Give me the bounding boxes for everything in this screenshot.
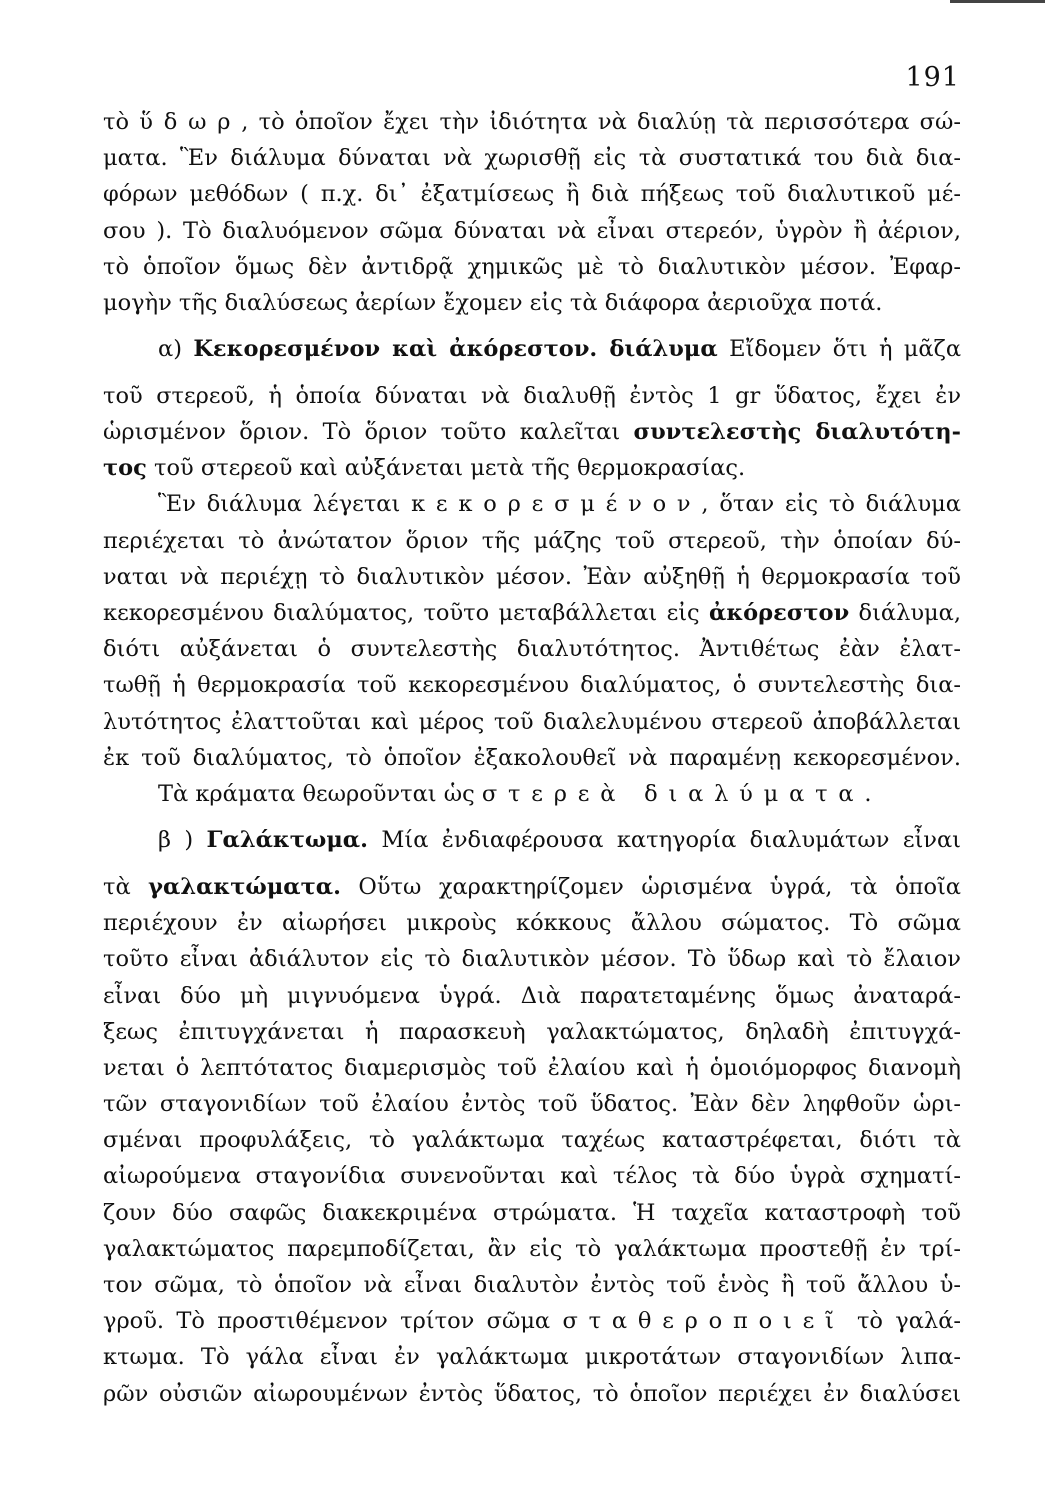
spaced-emphasis: κεκορεσμένον: [411, 491, 702, 518]
text-run: τωθῇ ἡ θερμοκρασία τοῦ κεκορεσμένου διαλύματος, ὁ συντελεστὴς δια-: [103, 672, 961, 699]
text-line: [103, 1086, 961, 1122]
text-line: [103, 249, 961, 285]
bold-term: Κεκορεσμένον καὶ ἀκόρεστον. διάλυμα: [193, 336, 718, 363]
text-line: [103, 378, 961, 414]
text-run: κτωμα. Τὸ γάλα εἶναι ἐν γαλάκτωμα μικροτάτων σταγονιδίων λιπα-: [103, 1344, 961, 1371]
text-run: τον σῶμα, τὸ ὁποῖον νὰ εἶναι διαλυτὸν ἐντὸς τοῦ ἑνὸς ἢ τοῦ ἄλλου ὑ-: [103, 1272, 961, 1299]
text-run: ματα. Ἓν διάλυμα δύναται νὰ χωρισθῇ εἰς τὰ συστατικά του διὰ δια-: [103, 145, 961, 172]
text-run: α): [158, 336, 194, 363]
text-line: [103, 523, 961, 559]
text-run: γροῦ. Τὸ προστιθέμενον τρίτον σῶμα: [103, 1308, 563, 1335]
text-line: [103, 321, 961, 378]
text-run: σμέναι προφυλάξεις, τὸ γαλάκτωμα ταχέως καταστρέφεται, διότι τὰ: [103, 1127, 961, 1154]
text-run: .: [864, 780, 872, 807]
text-run: Τὰ κράματα θεωροῦνται ὡς: [158, 780, 482, 807]
bold-term: ἀκόρεστον: [709, 600, 850, 627]
text-line: [103, 1158, 961, 1194]
text-run: β ): [158, 827, 207, 854]
text-line: [103, 1339, 961, 1375]
text-run: Ἓν διάλυμα λέγεται: [158, 491, 412, 518]
text-line: [103, 667, 961, 703]
text-run: τῶν σταγονιδίων τοῦ ἐλαίου ἐντὸς τοῦ ὕδατος. Ἐὰν δὲν ληφθοῦν ὡρι-: [103, 1091, 961, 1118]
text-run: διότι αὐξάνεται ὁ συντελεστὴς διαλυτότητος. Ἀντιθέτως ἐὰν ἐλατ-: [103, 636, 961, 663]
text-run: σου ). Τὸ διαλυόμενον σῶμα δύναται νὰ εἶναι στερεόν, ὑγρὸν ἢ ἀέριον,: [103, 217, 961, 244]
text-line: [103, 812, 961, 869]
text-run: Μία ἐνδιαφέρουσα κατηγορία διαλυμάτων εἶναι: [367, 827, 961, 854]
text-line: [103, 213, 961, 249]
text-run: ἐκ τοῦ διαλύματος, τὸ ὁποῖον ἐξακολουθεῖ νὰ παραμένῃ κεκορεσμένον.: [103, 744, 961, 771]
bold-term: Γαλάκτωμα.: [206, 827, 368, 854]
text-run: τοῦτο εἶναι ἀδιάλυτον εἰς τὸ διαλυτικὸν μέσον. Τὸ ὕδωρ καὶ τὸ ἔλαιον: [103, 946, 961, 973]
text-run: τὸ γαλά-: [844, 1308, 961, 1335]
text-run: μογὴν τῆς διαλύσεως ἀερίων ἔχομεν εἰς τὰ διάφορα ἀεριοῦχα ποτά.: [103, 289, 883, 316]
text-line: [103, 869, 961, 905]
text-run: ναται νὰ περιέχῃ τὸ διαλυτικὸν μέσον. Ἐὰν αὐξηθῇ ἡ θερμοκρασία τοῦ: [103, 563, 961, 590]
text-line: [103, 1014, 961, 1050]
text-run: , τὸ ὁποῖον ἔχει τὴν ἰδιότητα νὰ διαλύῃ τὰ περισσότερα σώ-: [241, 109, 961, 135]
text-line: [103, 486, 961, 522]
text-line: [103, 140, 961, 176]
text-run: γαλακτώματος παρεμποδίζεται, ἂν εἰς τὸ γαλάκτωμα προστεθῇ ἐν τρί-: [103, 1235, 961, 1262]
text-line: [103, 1195, 961, 1231]
text-line: [103, 176, 961, 212]
text-line: [103, 559, 961, 595]
body-text: [103, 104, 961, 1412]
text-line: [103, 285, 961, 321]
text-run: εἶναι δύο μὴ μιγνυόμενα ὑγρά. Διὰ παρατεταμένης ὅμως ἀναταρά-: [103, 982, 961, 1009]
text-run: τὸ ὁποῖον ὅμως δὲν ἀντιδρᾷ χημικῶς μὲ τὸ διαλυτικὸν μέσον. Ἐφαρ-: [103, 253, 961, 280]
text-run: τοῦ στερεοῦ, ἡ ὁποία δύναται νὰ διαλυθῇ ἐντὸς 1 gr ὕδατος, ἔχει ἐν: [103, 382, 961, 409]
text-line: [103, 450, 961, 486]
text-line: [103, 905, 961, 941]
text-run: τοῦ στερεοῦ καὶ αὐξάνεται μετὰ τῆς θερμοκρασίας.: [146, 455, 746, 482]
text-run: τὸ: [103, 109, 140, 135]
bold-term: γαλακτώματα.: [148, 873, 341, 900]
text-line: [103, 704, 961, 740]
text-line: [103, 740, 961, 776]
text-run: ρῶν οὐσιῶν αἰωρουμένων ἐντὸς ὕδατος, τὸ ὁποῖον περιέχει ἐν διαλύσει: [103, 1380, 961, 1407]
bold-term: τος: [103, 455, 147, 482]
text-line: [103, 1303, 961, 1339]
text-line: [103, 1050, 961, 1086]
text-run: περιέχουν ἐν αἰωρήσει μικροὺς κόκκους ἄλλου σώματος. Τὸ σῶμα: [103, 910, 961, 937]
text-run: ζουν δύο σαφῶς διακεκριμένα στρώματα. Ἡ ταχεῖα καταστροφὴ τοῦ: [103, 1199, 961, 1226]
bold-term: συντελεστὴς διαλυτότη-: [633, 419, 961, 446]
text-run: φόρων μεθόδων ( π.χ. δι᾽ ἐξατμίσεως ἢ διὰ πήξεως τοῦ διαλυτικοῦ μέ-: [103, 181, 961, 208]
spaced-emphasis: σταθεροποιεῖ: [562, 1308, 845, 1335]
text-line: [103, 776, 961, 812]
text-run: Οὕτω χαρακτηρίζομεν ὡρισμένα ὑγρά, τὰ ὁποῖα: [340, 873, 962, 900]
top-edge-rule: [950, 0, 1045, 3]
text-run: διάλυμα,: [849, 600, 961, 627]
text-line: [103, 631, 961, 667]
text-run: , ὅταν εἰς τὸ διάλυμα: [701, 491, 961, 518]
text-run: αἰωρούμενα σταγονίδια συνενοῦνται καὶ τέλος τὰ δύο ὑγρὰ σχηματί-: [103, 1163, 961, 1190]
page-number: 191: [905, 62, 960, 93]
text-run: ὡρισμένον ὅριον. Τὸ ὅριον τοῦτο καλεῖται: [103, 419, 634, 446]
text-line: [103, 941, 961, 977]
text-run: κεκορεσμένου διαλύματος, τοῦτο μεταβάλλεται εἰς: [103, 600, 709, 627]
text-run: Εἴδομεν ὅτι ἡ μᾶζα: [717, 336, 962, 363]
text-line: [103, 978, 961, 1014]
text-line: [103, 414, 961, 450]
spaced-emphasis: ὕδωρ: [139, 109, 242, 135]
text-line: [103, 104, 961, 140]
text-line: [103, 1231, 961, 1267]
text-run: λυτότητος ἐλαττοῦται καὶ μέρος τοῦ διαλελυμένου στερεοῦ ἀποβάλλεται: [103, 708, 961, 735]
spaced-emphasis: στερεὰ διαλύματα: [481, 780, 865, 807]
text-line: [103, 1122, 961, 1158]
text-line: [103, 595, 961, 631]
text-line: [103, 1267, 961, 1303]
text-run: ξεως ἐπιτυγχάνεται ἡ παρασκευὴ γαλακτώματος, δηλαδὴ ἐπιτυγχά-: [103, 1018, 961, 1045]
text-line: [103, 1376, 961, 1412]
text-run: νεται ὁ λεπτότατος διαμερισμὸς τοῦ ἐλαίου καὶ ἡ ὁμοιόμορφος διανομὴ: [103, 1054, 961, 1081]
text-run: τὰ: [103, 873, 149, 900]
text-run: περιέχεται τὸ ἀνώτατον ὅριον τῆς μάζης τοῦ στερεοῦ, τὴν ὁποίαν δύ-: [103, 527, 961, 554]
